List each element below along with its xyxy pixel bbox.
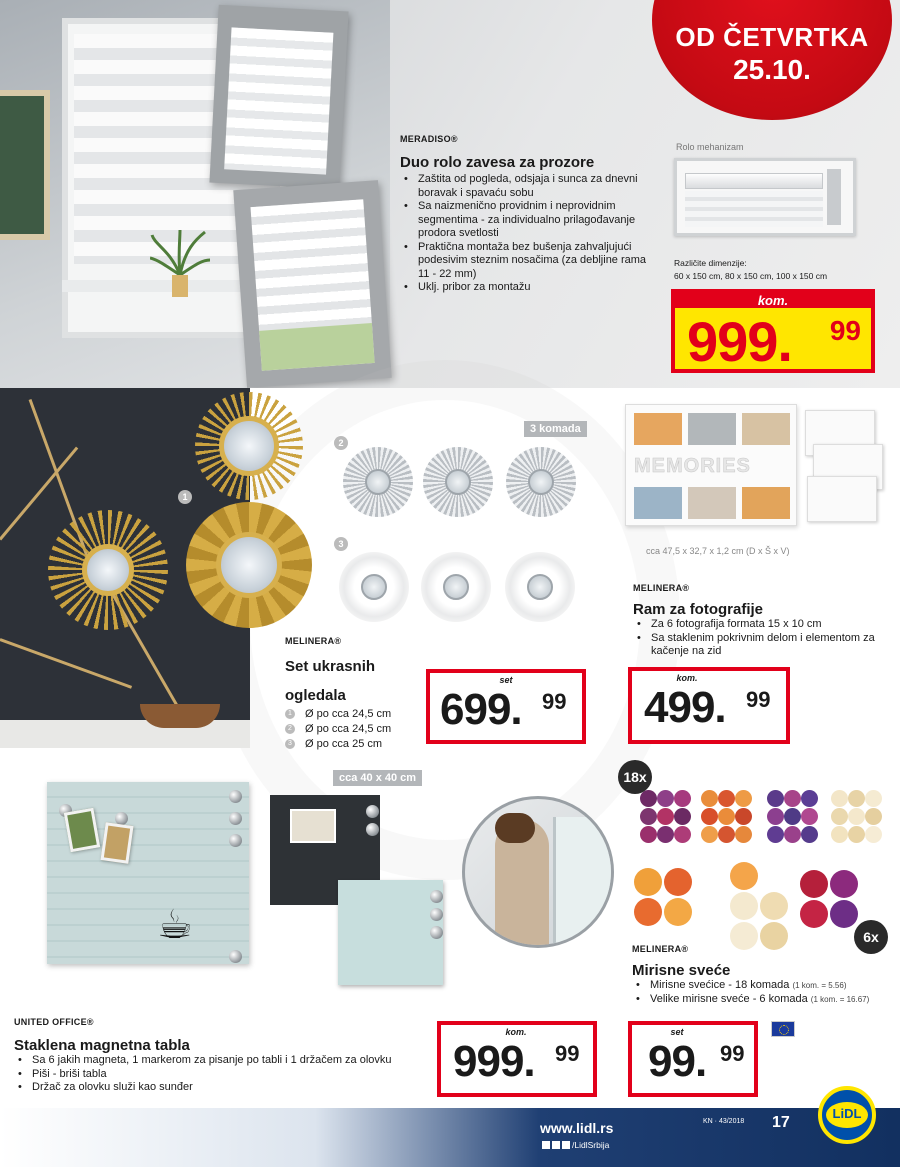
blind-detail-photo-2 <box>233 180 391 388</box>
page-number: 17 <box>772 1114 790 1131</box>
product-title: Ram za fotografije <box>633 601 764 618</box>
product-title: Mirisne sveće <box>632 962 731 979</box>
magnetic-board-photo <box>47 782 249 964</box>
price-amount: 999. <box>687 310 792 373</box>
frame-variants <box>805 410 887 520</box>
price-unit: set <box>670 1027 684 1037</box>
feature-list <box>14 1054 434 1095</box>
dimensions-label: Različite dimenzije: <box>674 258 747 268</box>
facebook-icon <box>542 1141 550 1149</box>
brand-name: MELINERA® <box>285 636 342 646</box>
price-amount: 499. <box>644 683 726 732</box>
frame-word: MEMORIES <box>634 455 751 477</box>
decor-bowl <box>140 704 220 728</box>
brand-name: MELINERA® <box>633 583 690 593</box>
feature-item: • Držač za olovku služi kao sunđer <box>14 1081 434 1095</box>
feature-item: • Zaštita od pogleda, odsjaja i sunca za dnevni boravak i spavaću sobu <box>400 173 660 200</box>
product-title-line2: ogledala <box>285 687 346 704</box>
website-link[interactable]: www.lidl.rs <box>540 1120 614 1136</box>
catalog-number: KN · 43/2018 <box>703 1118 745 1125</box>
size-item: 2 Ø po cca 24,5 cm <box>285 722 425 737</box>
badge-6x: 6x <box>854 920 888 954</box>
social-links[interactable] <box>542 1140 609 1150</box>
gold-mirror-scalloped <box>186 502 312 628</box>
feature-item: • Velike mirisne sveće - 6 komada (1 kom. = 16.67) <box>632 993 900 1007</box>
size-item: 3 Ø po cca 25 cm <box>285 737 425 752</box>
badge-18x: 18x <box>618 760 652 794</box>
feature-item: • Za 6 fotografija formata 15 x 10 cm <box>633 618 883 632</box>
mirror-number-2: 2 <box>334 436 348 450</box>
lidl-logo <box>818 1086 876 1144</box>
price-tag-mirrors <box>426 669 586 744</box>
feature-list <box>633 618 883 659</box>
price-decimals: 99 <box>720 1041 745 1066</box>
feature-item: • Sa naizmenično providnim i neprovidnim segmentima - za individualno prilagođavanje prodora svetlosti <box>400 200 660 241</box>
size-item: 1 Ø po cca 24,5 cm <box>285 707 425 722</box>
silver-mirror-2 <box>423 447 493 517</box>
price-amount: 699. <box>440 685 522 734</box>
product-title: Staklena magnetna tabla <box>14 1037 190 1054</box>
size-list <box>285 707 425 752</box>
social-handle: /LidlSrbija <box>572 1140 610 1150</box>
price-unit: set <box>499 675 513 685</box>
frame-dimensions: cca 47,5 x 32,7 x 1,2 cm (D x Š x V) <box>646 546 790 556</box>
eu-flag-icon <box>771 1021 795 1037</box>
feature-list <box>400 173 660 295</box>
product-title: Duo rolo zavesa za prozore <box>400 154 595 171</box>
pieces-tag: 3 komada <box>524 421 587 437</box>
feature-list <box>632 979 900 1006</box>
product-mirror-set <box>285 636 425 752</box>
price-amount: 99. <box>648 1037 707 1086</box>
rolo-mechanism-label: Rolo mehanizam <box>676 142 744 152</box>
glass-board-photo <box>338 880 443 985</box>
woman-using-board-photo <box>462 796 614 948</box>
size-tag: cca 40 x 40 cm <box>333 770 422 786</box>
feature-item: • Mirisne svećice - 18 komada (1 kom. = 5.56) <box>632 979 900 993</box>
price-unit: kom. <box>675 293 871 308</box>
price-decimals: 99 <box>829 315 861 346</box>
feature-item: • Praktična montaža bez bušenja zahvaljujući podesivim steznim nosačima (za debljine rama 11 - 22 mm) <box>400 241 660 282</box>
page-footer <box>0 1108 900 1167</box>
gold-mirror-large <box>195 392 303 500</box>
silver-mirror-3 <box>506 447 576 517</box>
gold-mirror-sunburst <box>48 510 168 630</box>
product-photo-frame <box>633 583 883 659</box>
product-magnetic-board <box>14 1017 434 1095</box>
brand-name: UNITED OFFICE® <box>14 1017 94 1027</box>
product-roller-blind <box>400 134 660 295</box>
feature-item: • Piši - briši tabla <box>14 1068 434 1082</box>
dimensions-values: 60 x 150 cm, 80 x 150 cm, 100 x 150 cm <box>674 271 828 281</box>
price-tag-candles <box>628 1021 758 1097</box>
mirror-number-1: 1 <box>178 490 192 504</box>
price-tag-blind <box>671 289 875 373</box>
date-badge-line1: OD ČETVRTKA <box>675 22 869 52</box>
photo-frame-image <box>625 404 797 526</box>
white-mirror-2 <box>421 552 491 622</box>
feature-item: • Sa 6 jakih magneta, 1 markerom za pisanje po tabli i 1 držačem za olovku <box>14 1054 434 1068</box>
price-tag-board <box>437 1021 597 1097</box>
price-decimals: 99 <box>746 687 771 712</box>
instagram-icon <box>562 1141 570 1149</box>
price-decimals: 99 <box>555 1041 580 1066</box>
blind-detail-photo-1 <box>209 5 348 190</box>
price-decimals: 99 <box>542 689 567 714</box>
brand-name: MELINERA® <box>632 944 689 954</box>
price-unit: kom. <box>676 673 698 683</box>
date-badge-line2: 25.10. <box>733 54 811 85</box>
white-mirror-1 <box>339 552 409 622</box>
brand-name: MERADISO® <box>400 134 458 144</box>
product-scented-candles <box>632 944 900 1006</box>
feature-item: • Sa staklenim pokrivnim delom i elementom za kačenje na zid <box>633 632 883 659</box>
plant-image <box>150 230 210 300</box>
silver-mirror-1 <box>343 447 413 517</box>
mirror-number-3: 3 <box>334 537 348 551</box>
rolo-mechanism-photo <box>674 158 856 236</box>
youtube-icon <box>552 1141 560 1149</box>
white-mirror-3 <box>505 552 575 622</box>
wall-painting <box>0 90 50 240</box>
lidl-logo-text: LiDL <box>832 1106 862 1121</box>
price-amount: 999. <box>453 1037 535 1086</box>
feature-item: • Uklj. pribor za montažu <box>400 281 660 295</box>
product-title-line1: Set ukrasnih <box>285 658 376 675</box>
coffee-cup-drawing: ☕ <box>157 903 193 947</box>
price-unit: kom. <box>505 1027 527 1037</box>
price-tag-frame <box>628 667 790 744</box>
